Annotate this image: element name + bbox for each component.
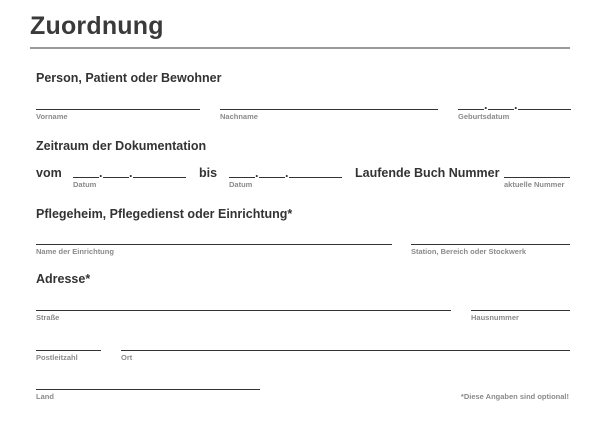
bis-month-segment[interactable] bbox=[259, 177, 285, 178]
date-dot: . bbox=[484, 98, 488, 112]
hausnummer-label: Hausnummer bbox=[471, 313, 519, 322]
vom-date-field[interactable] bbox=[73, 168, 186, 180]
land-label: Land bbox=[36, 392, 54, 401]
nachname-field[interactable] bbox=[220, 109, 438, 110]
ort-field[interactable] bbox=[121, 350, 570, 351]
nachname-label: Nachname bbox=[220, 112, 258, 121]
page-title: Zuordnung bbox=[30, 12, 164, 40]
vom-label: vom bbox=[36, 166, 62, 180]
vom-day-segment[interactable] bbox=[73, 177, 99, 178]
bis-day-segment[interactable] bbox=[229, 177, 255, 178]
person-heading: Person, Patient oder Bewohner bbox=[36, 71, 222, 85]
aktuelle-nummer-label: aktuelle Nummer bbox=[504, 180, 565, 189]
strasse-field[interactable] bbox=[36, 310, 451, 311]
geburtsdatum-day-segment[interactable] bbox=[458, 109, 484, 110]
adresse-heading: Adresse* bbox=[36, 272, 91, 286]
vorname-label: Vorname bbox=[36, 112, 68, 121]
vom-year-segment[interactable] bbox=[133, 177, 186, 178]
date-dot: . bbox=[255, 166, 259, 180]
einrichtung-heading: Pflegeheim, Pflegedienst oder Einrichtung* bbox=[36, 207, 293, 221]
station-field[interactable] bbox=[411, 244, 570, 245]
geburtsdatum-month-segment[interactable] bbox=[488, 109, 514, 110]
title-divider bbox=[30, 47, 570, 49]
bis-year-segment[interactable] bbox=[289, 177, 342, 178]
station-label: Station, Bereich oder Stockwerk bbox=[411, 247, 527, 256]
bis-label: bis bbox=[199, 166, 218, 180]
optional-footnote: *Diese Angaben sind optional! bbox=[460, 392, 569, 401]
strasse-label: Straße bbox=[36, 313, 60, 322]
geburtsdatum-year-segment[interactable] bbox=[518, 109, 571, 110]
date-dot: . bbox=[129, 166, 133, 180]
date-dot: . bbox=[514, 98, 518, 112]
date-dot: . bbox=[285, 166, 289, 180]
bis-datum-label: Datum bbox=[229, 180, 253, 189]
vom-month-segment[interactable] bbox=[103, 177, 129, 178]
hausnummer-field[interactable] bbox=[471, 310, 570, 311]
zeitraum-heading: Zeitraum der Dokumentation bbox=[36, 139, 207, 153]
buch-nummer-field[interactable] bbox=[504, 177, 570, 178]
postleitzahl-label: Postleitzahl bbox=[36, 353, 78, 362]
vom-datum-label: Datum bbox=[73, 180, 97, 189]
geburtsdatum-label: Geburtsdatum bbox=[458, 112, 510, 121]
vorname-field[interactable] bbox=[36, 109, 200, 110]
ort-label: Ort bbox=[121, 353, 133, 362]
date-dot: . bbox=[99, 166, 103, 180]
postleitzahl-field[interactable] bbox=[36, 350, 101, 351]
geburtsdatum-field[interactable] bbox=[458, 100, 571, 112]
land-field[interactable] bbox=[36, 389, 260, 390]
bis-date-field[interactable] bbox=[229, 168, 342, 180]
buch-nummer-label: Laufende Buch Nummer bbox=[355, 166, 500, 180]
einrichtung-name-label: Name der Einrichtung bbox=[36, 247, 114, 256]
einrichtung-name-field[interactable] bbox=[36, 244, 392, 245]
